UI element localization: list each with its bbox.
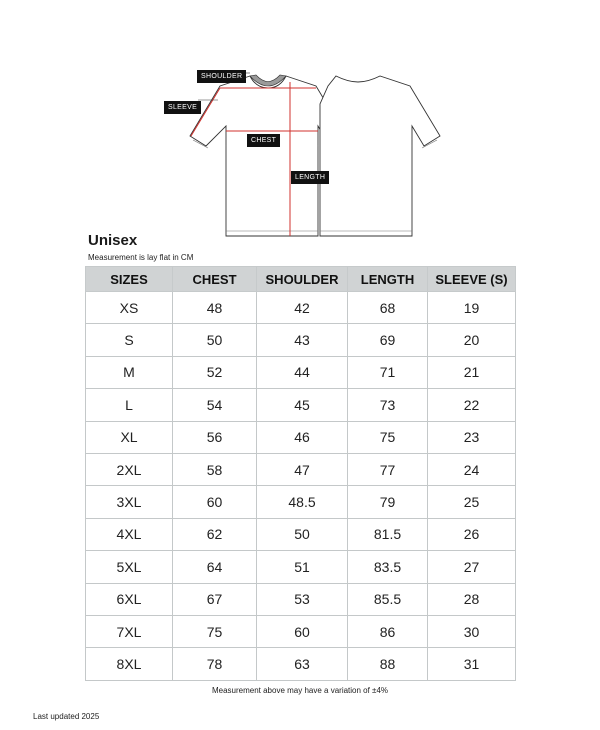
table-row (86, 551, 516, 583)
table-cell: 8XL (86, 648, 173, 680)
table-cell: 27 (428, 551, 516, 583)
table-cell: 52 (173, 356, 257, 388)
table-cell: 46 (257, 421, 348, 453)
table-cell: 48 (173, 292, 257, 324)
table-cell: 53 (257, 583, 348, 615)
table-row (86, 615, 516, 647)
table-cell: 64 (173, 551, 257, 583)
length-label: LENGTH (291, 171, 329, 184)
table-cell: S (86, 324, 173, 356)
table-cell: 24 (428, 453, 516, 485)
table-row (86, 583, 516, 615)
table-row (86, 356, 516, 388)
table-cell: 88 (348, 648, 428, 680)
table-cell: 69 (348, 324, 428, 356)
table-cell: 58 (173, 453, 257, 485)
tshirt-measurement-diagram (160, 64, 450, 246)
column-header: SIZES (86, 267, 173, 292)
table-cell: 78 (173, 648, 257, 680)
table-cell: 56 (173, 421, 257, 453)
table-cell: 50 (257, 518, 348, 550)
table-cell: 31 (428, 648, 516, 680)
last-updated: Last updated 2025 (33, 712, 100, 721)
table-cell: 71 (348, 356, 428, 388)
column-header: SLEEVE (S) (428, 267, 516, 292)
table-cell: 47 (257, 453, 348, 485)
table-cell: 43 (257, 324, 348, 356)
table-cell: 3XL (86, 486, 173, 518)
table-row (86, 292, 516, 324)
table-cell: 26 (428, 518, 516, 550)
table-cell: 6XL (86, 583, 173, 615)
table-cell: XS (86, 292, 173, 324)
table-cell: 83.5 (348, 551, 428, 583)
table-cell: 19 (428, 292, 516, 324)
table-cell: 67 (173, 583, 257, 615)
table-row (86, 421, 516, 453)
sleeve-label: SLEEVE (164, 101, 201, 114)
table-cell: 77 (348, 453, 428, 485)
table-cell: 54 (173, 389, 257, 421)
table-cell: M (86, 356, 173, 388)
table-cell: 60 (257, 615, 348, 647)
table-cell: 48.5 (257, 486, 348, 518)
table-cell: 25 (428, 486, 516, 518)
tshirt-back-icon (320, 76, 440, 236)
variation-note: Measurement above may have a variation of ±4% (211, 686, 389, 695)
column-header: LENGTH (348, 267, 428, 292)
table-cell: 73 (348, 389, 428, 421)
table-cell: 86 (348, 615, 428, 647)
table-row (86, 518, 516, 550)
tshirt-illustration (160, 64, 450, 246)
table-row (86, 324, 516, 356)
table-cell: 2XL (86, 453, 173, 485)
table-cell: L (86, 389, 173, 421)
table-cell: 42 (257, 292, 348, 324)
column-header: CHEST (173, 267, 257, 292)
table-cell: 75 (173, 615, 257, 647)
table-row (86, 486, 516, 518)
table-cell: 21 (428, 356, 516, 388)
table-cell: 22 (428, 389, 516, 421)
table-cell: 44 (257, 356, 348, 388)
table-body (86, 292, 516, 681)
table-cell: 45 (257, 389, 348, 421)
column-header: SHOULDER (257, 267, 348, 292)
table-cell: 30 (428, 615, 516, 647)
table-cell: 60 (173, 486, 257, 518)
table-cell: 79 (348, 486, 428, 518)
table-cell: 7XL (86, 615, 173, 647)
table-cell: 50 (173, 324, 257, 356)
table-cell: 81.5 (348, 518, 428, 550)
table-cell: XL (86, 421, 173, 453)
table-row (86, 648, 516, 680)
size-chart-table (85, 266, 516, 681)
table-row (86, 389, 516, 421)
table-cell: 68 (348, 292, 428, 324)
table-cell: 62 (173, 518, 257, 550)
table-cell: 28 (428, 583, 516, 615)
page-title: Unisex (88, 232, 138, 249)
table-header-row (86, 267, 516, 292)
table-cell: 20 (428, 324, 516, 356)
table-row (86, 453, 516, 485)
shoulder-label: SHOULDER (197, 70, 246, 83)
table-cell: 5XL (86, 551, 173, 583)
table-cell: 75 (348, 421, 428, 453)
chest-label: CHEST (247, 134, 280, 147)
table-cell: 85.5 (348, 583, 428, 615)
table-cell: 4XL (86, 518, 173, 550)
measurement-note: Measurement is lay flat in CM (88, 253, 194, 262)
table-cell: 23 (428, 421, 516, 453)
table-cell: 51 (257, 551, 348, 583)
table-cell: 63 (257, 648, 348, 680)
